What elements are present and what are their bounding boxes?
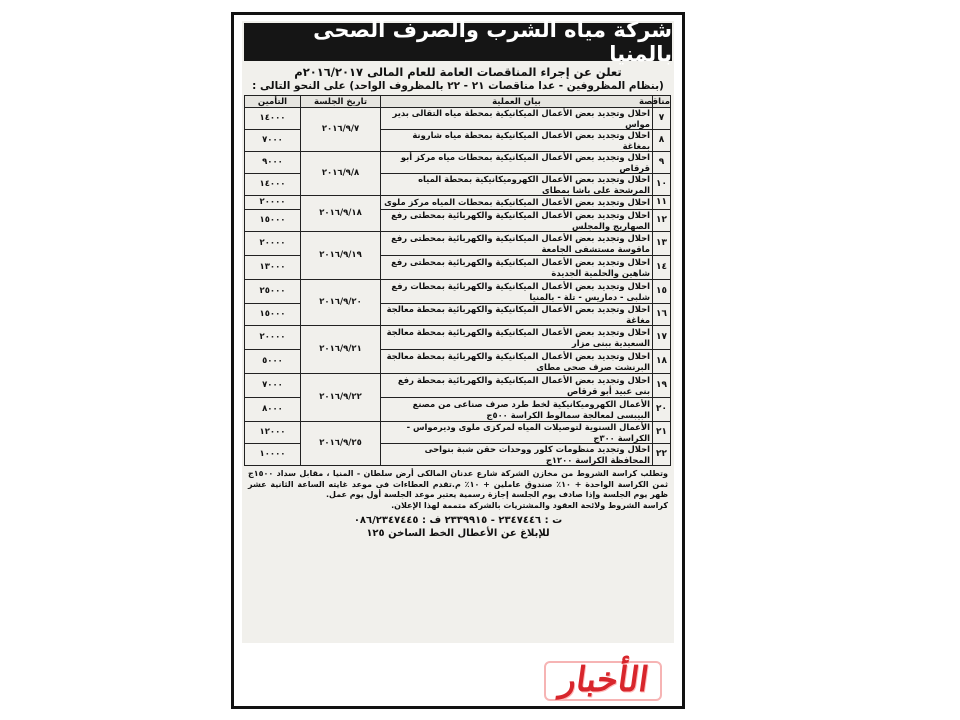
- footer-paragraph-2: كراسة الشروط ولائحة العقود والمشتريات بالشركة متممة لهذا الإعلان.: [391, 500, 668, 510]
- table-row: [245, 280, 671, 304]
- newspaper-clipping: [242, 21, 674, 643]
- session-date: ٢٠١٦/٩/١٨: [301, 196, 381, 232]
- tender-insurance: ١٥٠٠٠: [245, 304, 301, 326]
- tender-number: ١٦: [653, 304, 671, 326]
- tender-number: ١٤: [653, 256, 671, 280]
- tender-number: ٢٠: [653, 398, 671, 422]
- tender-insurance: ١٥٠٠٠: [245, 210, 301, 232]
- tender-insurance: ٩٠٠٠: [245, 152, 301, 174]
- tender-number: ٧: [653, 108, 671, 130]
- tender-description: الأعمال الكهروميكانيكية لخط طرد صرف صناعى من مصنع البيبسى لمعالجة سمالوط الكراسة ٥٠٠ج: [381, 398, 653, 422]
- clipping-frame: [231, 12, 685, 709]
- tender-description: احلال وتجديد بعض الأعمال الميكانيكية والكهربائية بمحطة معالجة البرنشت صرف صحى مطاى: [381, 350, 653, 374]
- footer-paragraph-1: وتطلب كراسة الشروط من مخازن الشركة شارع عدنان المالكى أرض سلطان - المنيا ، مقابل سداد ١٥٠٠ج ثمن الكراسة الواحدة + ١٠٪ صندوق عاملين + ١٠٪ م.تقدم العطاءات فى موعد غايته الساعة الثانية عشر ظهر يوم الجلسة وإذا صادف يوم الجلسة إجازة رسمية يعتبر موعد الجلسة أول يوم عمل.: [248, 469, 668, 499]
- tender-description: الأعمال السنوية لتوصيلات المياه لمركزى ملوى وديرمواس - الكراسة ٣٠٠ج: [381, 422, 653, 444]
- tender-insurance: ١٢٠٠٠: [245, 422, 301, 444]
- tender-insurance: ٢٠٠٠٠: [245, 232, 301, 256]
- tender-description: احلال وتجديد بعض الأعمال الميكانيكية والكهربائية بمحطة معالجة السعيدية ببنى مزار: [381, 326, 653, 350]
- ad-title-banner: [244, 21, 672, 66]
- tender-number: ٩: [653, 152, 671, 174]
- logo-text: الأخبار: [557, 660, 651, 700]
- tender-description: احلال وتجديد بعض الأعمال الميكانيكية والكهربائية بمحطة معالجة مغاغة: [381, 304, 653, 326]
- header-date: تاريخ الجلسة: [301, 96, 381, 108]
- table-row: [245, 374, 671, 398]
- tender-number: ١١: [653, 196, 671, 210]
- header-desc: بيان العملية: [381, 96, 653, 108]
- session-date: ٢٠١٦/٩/٧: [301, 108, 381, 152]
- table-row: [245, 196, 671, 210]
- tender-insurance: ٧٠٠٠: [245, 374, 301, 398]
- tender-insurance: ١٣٠٠٠: [245, 256, 301, 280]
- tender-description: احلال وتجديد بعض الأعمال الميكانيكية بمحطات مياه مركز أبو قرقاص: [381, 152, 653, 174]
- tender-description: احلال وتجديد بعض الأعمال الكهروميكانيكية بمحطة المياه المرشحة على باشا بمطاى: [381, 174, 653, 196]
- table-row: [245, 232, 671, 256]
- session-date: ٢٠١٦/٩/٨: [301, 152, 381, 196]
- tenders-table-body: [245, 108, 671, 466]
- ad-footer-text: [242, 466, 674, 511]
- session-date: ٢٠١٦/٩/٢٠: [301, 280, 381, 326]
- tender-number: ١٠: [653, 174, 671, 196]
- session-date: ٢٠١٦/٩/١٩: [301, 232, 381, 280]
- tender-number: ٨: [653, 130, 671, 152]
- tender-number: ١٨: [653, 350, 671, 374]
- tender-number: ٢١: [653, 422, 671, 444]
- tender-insurance: ٥٠٠٠: [245, 350, 301, 374]
- contact-phones: ت : ٢٣٤٧٤٤٦ - ٢٣٣٩٩١٥ ف : ٠٨٦/٢٣٤٧٤٤٥: [353, 515, 563, 526]
- tenders-table: [244, 95, 671, 466]
- tender-description: احلال وتجديد بعض الأعمال الميكانيكية بمحطة مياه التقالى بدير مواس: [381, 108, 653, 130]
- tender-description: احلال وتجديد بعض الأعمال الميكانيكية والكهربائية بمحطتى رفع ماقوسة مستشفى الجامعة: [381, 232, 653, 256]
- header-num: مناقصة: [638, 96, 670, 107]
- ad-subtitle: تعلن عن إجراء المناقصات العامة للعام المالى ٢٠١٦/٢٠١٧م: [294, 65, 622, 79]
- tender-description: احلال وتجديد بعض الأعمال الميكانيكية بمحطة مياه شارونة بمغاغة: [381, 130, 653, 152]
- tender-number: ١٢: [653, 210, 671, 232]
- tender-number: ١٣: [653, 232, 671, 256]
- tender-number: ١٧: [653, 326, 671, 350]
- tender-number: ٢٢: [653, 444, 671, 466]
- session-date: ٢٠١٦/٩/٢١: [301, 326, 381, 374]
- tender-description: احلال وتجديد بعض الأعمال الميكانيكية والكهربائية بمحطات رفع شلبى - دماريس - تلة - بالمنيا: [381, 280, 653, 304]
- tender-insurance: ٢٥٠٠٠: [245, 280, 301, 304]
- newspaper-logo: [544, 655, 664, 705]
- tender-description: احلال وتجديد بعض الأعمال الميكانيكية والكهربائية بمحطة رفع بنى عبيد أبو قرقاص: [381, 374, 653, 398]
- tender-insurance: ١٠٠٠٠: [245, 444, 301, 466]
- header-insurance: التأمين: [245, 96, 301, 108]
- tender-insurance: ٨٠٠٠: [245, 398, 301, 422]
- table-row: [245, 422, 671, 444]
- tender-description: احلال وتجديد بعض الأعمال الميكانيكية والكهربائية بمحطتى رفع شاهين والحلمية الجديدة: [381, 256, 653, 280]
- tender-description: احلال وتجديد منظومات كلور ووحدات حقن شبة بنواحى المحافظة الكراسة ١٢٠٠ج: [381, 444, 653, 466]
- ad-title: شركة مياه الشرب والصرف الصحى بالمنيا: [313, 21, 672, 66]
- table-row: [245, 108, 671, 130]
- tender-insurance: ٢٠٠٠٠: [245, 196, 301, 210]
- hotline-notice: للإبلاغ عن الأعطال الخط الساخن ١٢٥: [366, 528, 550, 539]
- session-date: ٢٠١٦/٩/٢٥: [301, 422, 381, 466]
- tender-number: ١٩: [653, 374, 671, 398]
- tender-insurance: ٧٠٠٠: [245, 130, 301, 152]
- session-date: ٢٠١٦/٩/٢٢: [301, 374, 381, 422]
- tender-description: احلال وتجديد بعض الأعمال الميكانيكية بمحطات المياه مركز ملوى: [381, 196, 653, 210]
- tender-insurance: ٢٠٠٠٠: [245, 326, 301, 350]
- tender-number: ١٥: [653, 280, 671, 304]
- ad-subtitle-note: (بنظام المظروفين - عدا مناقصات ٢١ - ٢٢ بالمظروف الواحد) على النحو التالى :: [252, 80, 664, 92]
- table-row: [245, 152, 671, 174]
- table-header-row: [245, 96, 671, 108]
- tender-description: احلال وتجديد بعض الأعمال الميكانيكية والكهربائية بمحطتى رفع الصهاريج والمجلس: [381, 210, 653, 232]
- tender-insurance: ١٤٠٠٠: [245, 174, 301, 196]
- tender-insurance: ١٤٠٠٠: [245, 108, 301, 130]
- table-row: [245, 326, 671, 350]
